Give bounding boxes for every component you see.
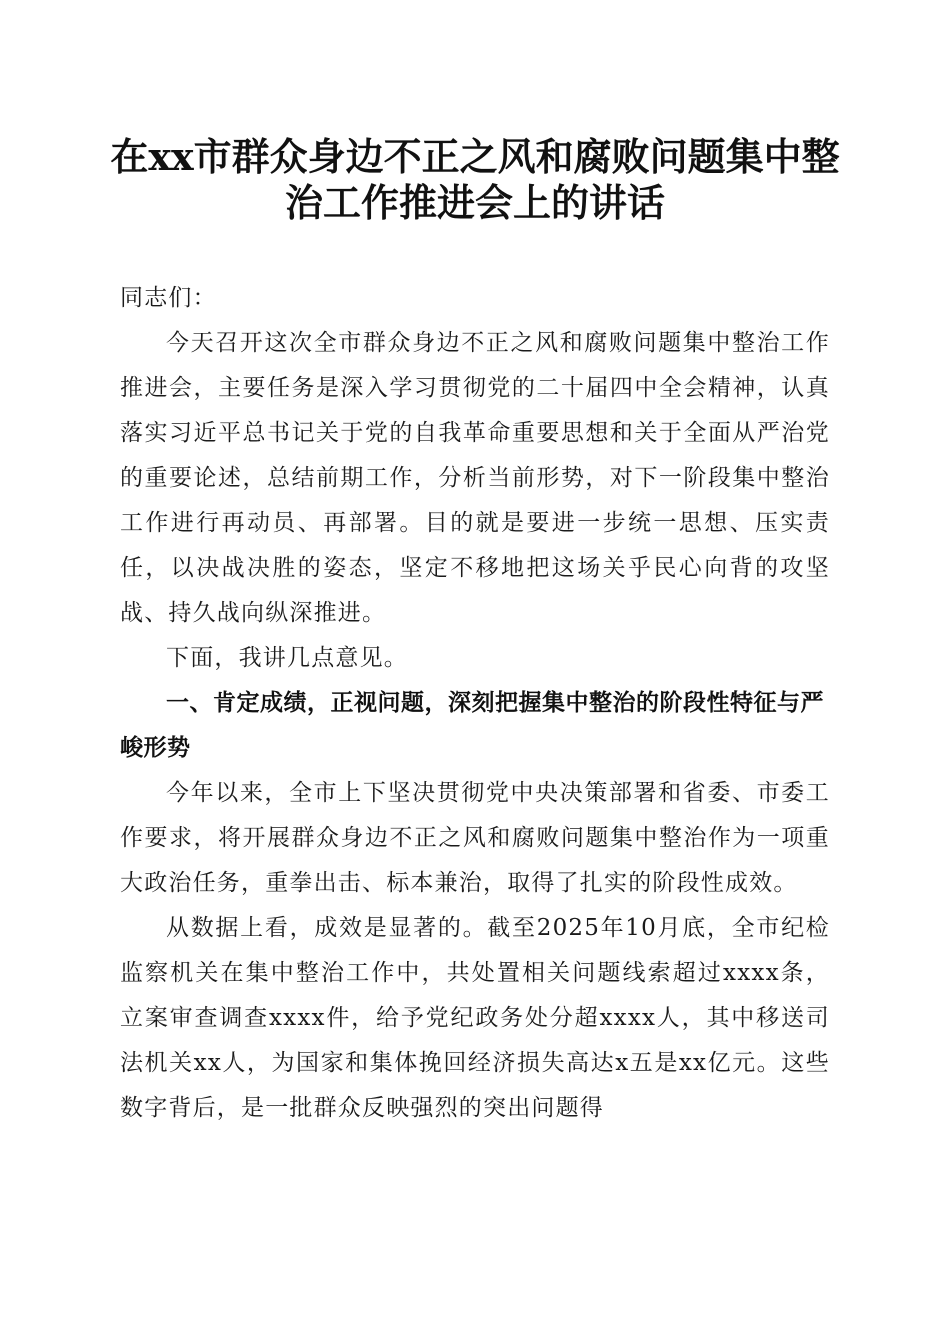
section-paragraph: 今年以来，全市上下坚决贯彻党中央决策部署和省委、市委工作要求，将开展群众身边不正之风和腐败问题集中整治作为一项重大政治任务，重拳出击、标本兼治，取得了扎实的阶段性成效。 (120, 780, 830, 896)
title-line-1: 在xx市群众身边不正之风和腐败问题集中整 (110, 134, 840, 179)
salutation: 同志们： (120, 285, 217, 311)
data-paragraph: 从数据上看，成效是显著的。截至2025年10月底，全市纪检监察机关在集中整治工作中，共处置相关问题线索超过xxxx条，立案审查调查xxxx件，给予党纪政务处分超xxxx人，其中移送司法机关xx人，为国家和集体挽回经济损失高达x五是xx亿元。这些数字背后，是一批群众反映强烈的突出问题得 (120, 915, 830, 1121)
transition-paragraph: 下面，我讲几点意见。 (166, 645, 408, 671)
document-body (120, 276, 830, 1131)
intro-paragraph: 今天召开这次全市群众身边不正之风和腐败问题集中整治工作推进会，主要任务是深入学习贯彻党的二十届四中全会精神，认真落实习近平总书记关于党的自我革命重要思想和关于全面从严治党的重要论述，总结前期工作，分析当前形势，对下一阶段集中整治工作进行再动员、再部署。目的就是要进一步统一思想、压实责任，以决战决胜的姿态，坚定不移地把这场关乎民心向背的攻坚战、持久战向纵深推进。 (120, 330, 830, 626)
section-heading: 一、肯定成绩，正视问题，深刻把握集中整治的阶段性特征与严峻形势 (120, 690, 824, 761)
title-line-2: 治工作推进会上的讲话 (284, 180, 665, 225)
document-title (110, 134, 840, 226)
